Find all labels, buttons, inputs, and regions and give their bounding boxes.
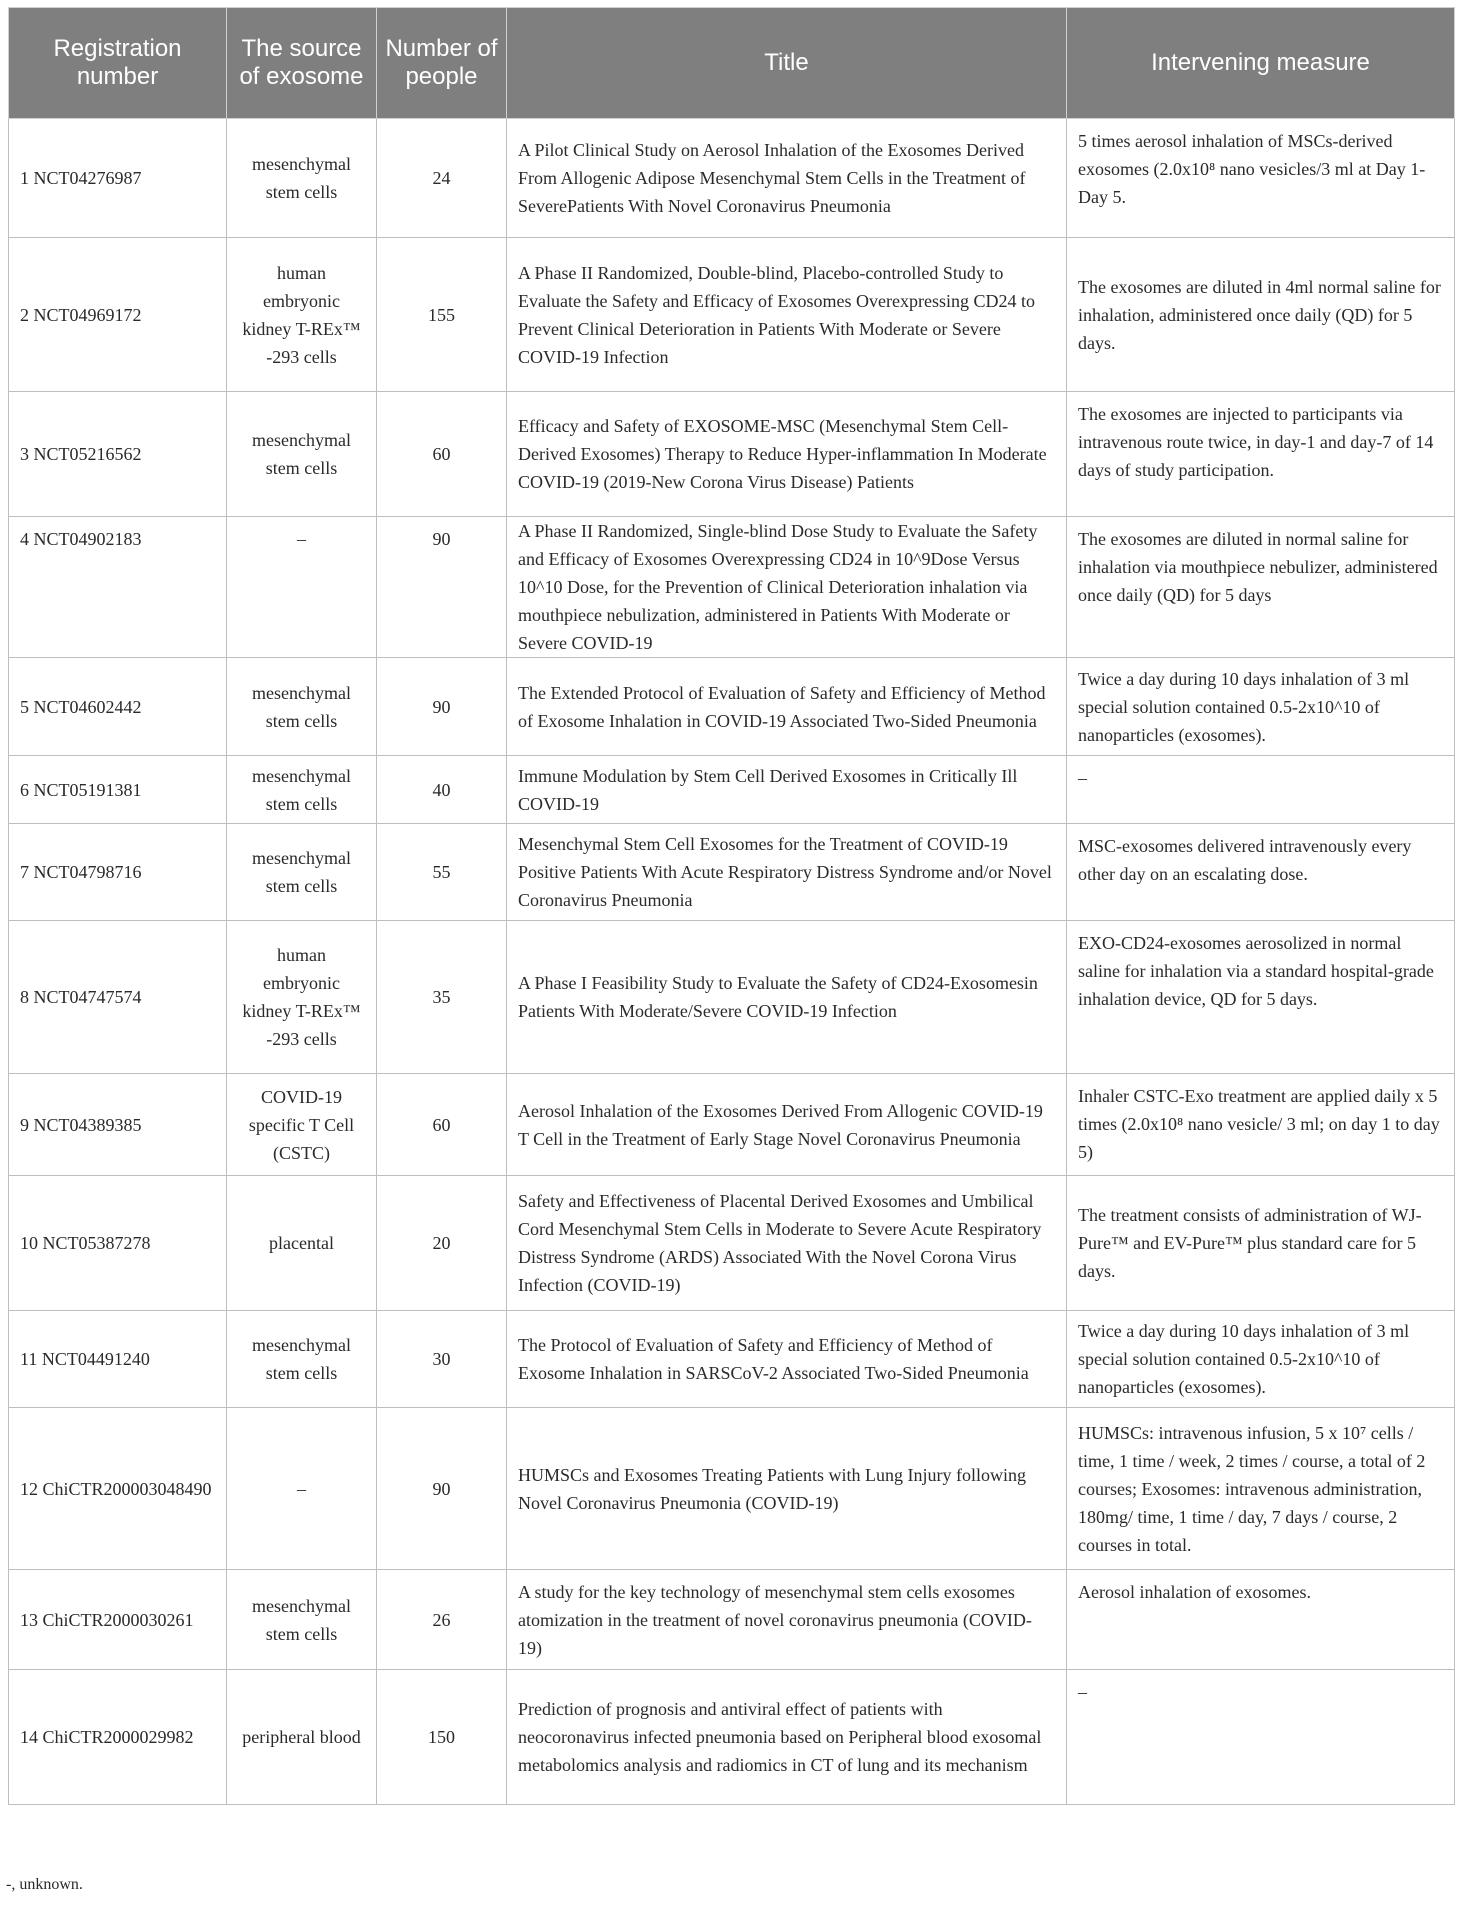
table-row: [9, 392, 1455, 517]
registration-cell: 8 NCT04747574: [9, 921, 227, 1074]
people-cell: 20: [377, 1176, 507, 1311]
source-cell: mesenchymal stem cells: [227, 756, 377, 824]
header-row: [9, 8, 1455, 119]
registration-cell: 14 ChiCTR2000029982: [9, 1670, 227, 1805]
people-cell: 90: [377, 517, 507, 658]
registration-cell: 10 NCT05387278: [9, 1176, 227, 1311]
people-cell: 26: [377, 1570, 507, 1670]
title-cell: A Phase II Randomized, Single-blind Dose Study to Evaluate the Safety and Efficacy of Exosomes Overexpressing CD24 in 10^9Dose Versus 10^10 Dose, for the Prevention of Clinical Deterioration inhalation via mouthpiece nebulization, administered in Patients With Moderate or Severe COVID-19: [507, 517, 1067, 658]
title-cell: HUMSCs and Exosomes Treating Patients with Lung Injury following Novel Coronavirus Pneumonia (COVID-19): [507, 1408, 1067, 1570]
registration-cell: 6 NCT05191381: [9, 756, 227, 824]
title-cell: Efficacy and Safety of EXOSOME-MSC (Mesenchymal Stem Cell-Derived Exosomes) Therapy to Reduce Hyper-inflammation In Moderate COVID-19 (2019-New Corona Virus Disease) Patients: [507, 392, 1067, 517]
title-cell: The Extended Protocol of Evaluation of Safety and Efficiency of Method of Exosome Inhalation in COVID-19 Associated Two-Sided Pneumonia: [507, 658, 1067, 756]
measure-cell: The exosomes are diluted in normal saline for inhalation via mouthpiece nebulizer, administered once daily (QD) for 5 days: [1067, 517, 1455, 658]
measure-cell: 5 times aerosol inhalation of MSCs-derived exosomes (2.0x10⁸ nano vesicles/3 ml at Day 1- Day 5.: [1067, 119, 1455, 238]
header-registration-number: Registration number: [9, 8, 227, 119]
source-cell: peripheral blood: [227, 1670, 377, 1805]
registration-cell: 12 ChiCTR200003048490: [9, 1408, 227, 1570]
people-cell: 150: [377, 1670, 507, 1805]
measure-cell: –: [1067, 1670, 1455, 1805]
people-cell: 90: [377, 658, 507, 756]
table-row: [9, 1311, 1455, 1408]
table-row: [9, 1670, 1455, 1805]
source-cell: human embryonic kidney T-REx™ -293 cells: [227, 238, 377, 392]
registration-cell: 13 ChiCTR2000030261: [9, 1570, 227, 1670]
title-cell: Mesenchymal Stem Cell Exosomes for the Treatment of COVID-19 Positive Patients With Acute Respiratory Distress Syndrome and/or Novel Coronavirus Pneumonia: [507, 824, 1067, 921]
measure-cell: –: [1067, 756, 1455, 824]
title-cell: The Protocol of Evaluation of Safety and Efficiency of Method of Exosome Inhalation in SARSCoV-2 Associated Two-Sided Pneumonia: [507, 1311, 1067, 1408]
title-cell: Safety and Effectiveness of Placental Derived Exosomes and Umbilical Cord Mesenchymal Stem Cells in Moderate to Severe Acute Respiratory Distress Syndrome (ARDS) Associated With the Novel Corona Virus Infection (COVID-19): [507, 1176, 1067, 1311]
people-cell: 55: [377, 824, 507, 921]
source-cell: placental: [227, 1176, 377, 1311]
registration-cell: 5 NCT04602442: [9, 658, 227, 756]
people-cell: 24: [377, 119, 507, 238]
title-cell: A Phase I Feasibility Study to Evaluate the Safety of CD24-Exosomesin Patients With Moderate/Severe COVID-19 Infection: [507, 921, 1067, 1074]
source-cell: COVID-19 specific T Cell (CSTC): [227, 1074, 377, 1176]
title-cell: Prediction of prognosis and antiviral effect of patients with neocoronavirus infected pneumonia based on Peripheral blood exosomal metabolomics analysis and radiomics in CT of lung and its mechanism: [507, 1670, 1067, 1805]
trials-table: [8, 7, 1455, 1805]
table-row: [9, 824, 1455, 921]
footnote: -, unknown.: [6, 1876, 83, 1893]
people-cell: 30: [377, 1311, 507, 1408]
source-cell: mesenchymal stem cells: [227, 119, 377, 238]
source-cell: mesenchymal stem cells: [227, 824, 377, 921]
people-cell: 40: [377, 756, 507, 824]
title-cell: A study for the key technology of mesenchymal stem cells exosomes atomization in the treatment of novel coronavirus pneumonia (COVID-19): [507, 1570, 1067, 1670]
table-row: [9, 756, 1455, 824]
people-cell: 90: [377, 1408, 507, 1570]
table-row: [9, 119, 1455, 238]
table-row: [9, 921, 1455, 1074]
measure-cell: EXO-CD24-exosomes aerosolized in normal saline for inhalation via a standard hospital-grade inhalation device, QD for 5 days.: [1067, 921, 1455, 1074]
header-intervening-measure: Intervening measure: [1067, 8, 1455, 119]
people-cell: 60: [377, 1074, 507, 1176]
source-cell: mesenchymal stem cells: [227, 1311, 377, 1408]
measure-cell: MSC-exosomes delivered intravenously every other day on an escalating dose.: [1067, 824, 1455, 921]
title-cell: A Phase II Randomized, Double-blind, Placebo-controlled Study to Evaluate the Safety and Efficacy of Exosomes Overexpressing CD24 to Prevent Clinical Deterioration in Patients With Moderate or Severe COVID-19 Infection: [507, 238, 1067, 392]
registration-cell: 1 NCT04276987: [9, 119, 227, 238]
measure-cell: Inhaler CSTC-Exo treatment are applied daily x 5 times (2.0x10⁸ nano vesicle/ 3 ml; on day 1 to day 5): [1067, 1074, 1455, 1176]
measure-cell: The exosomes are diluted in 4ml normal saline for inhalation, administered once daily (QD) for 5 days.: [1067, 238, 1455, 392]
table-row: [9, 1074, 1455, 1176]
measure-cell: Aerosol inhalation of exosomes.: [1067, 1570, 1455, 1670]
source-cell: human embryonic kidney T-REx™ -293 cells: [227, 921, 377, 1074]
people-cell: 155: [377, 238, 507, 392]
measure-cell: Twice a day during 10 days inhalation of 3 ml special solution contained 0.5-2x10^10 of nanoparticles (exosomes).: [1067, 658, 1455, 756]
people-cell: 60: [377, 392, 507, 517]
measure-cell: HUMSCs: intravenous infusion, 5 x 10⁷ cells / time, 1 time / week, 2 times / course, a total of 2 courses; Exosomes: intravenous administration, 180mg/ time, 1 time / day, 7 days / course, 2 courses in total.: [1067, 1408, 1455, 1570]
measure-cell: Twice a day during 10 days inhalation of 3 ml special solution contained 0.5-2x10^10 of nanoparticles (exosomes).: [1067, 1311, 1455, 1408]
registration-cell: 9 NCT04389385: [9, 1074, 227, 1176]
header-source-of-exosome: The source of exosome: [227, 8, 377, 119]
title-cell: Aerosol Inhalation of the Exosomes Derived From Allogenic COVID-19 T Cell in the Treatment of Early Stage Novel Coronavirus Pneumonia: [507, 1074, 1067, 1176]
registration-cell: 3 NCT05216562: [9, 392, 227, 517]
title-cell: A Pilot Clinical Study on Aerosol Inhalation of the Exosomes Derived From Allogenic Adipose Mesenchymal Stem Cells in the Treatment of SeverePatients With Novel Coronavirus Pneumonia: [507, 119, 1067, 238]
title-cell: Immune Modulation by Stem Cell Derived Exosomes in Critically Ill COVID-19: [507, 756, 1067, 824]
source-cell: mesenchymal stem cells: [227, 1570, 377, 1670]
table-row: [9, 238, 1455, 392]
people-cell: 35: [377, 921, 507, 1074]
source-cell: –: [227, 517, 377, 658]
source-cell: mesenchymal stem cells: [227, 658, 377, 756]
header-title: Title: [507, 8, 1067, 119]
registration-cell: 7 NCT04798716: [9, 824, 227, 921]
source-cell: –: [227, 1408, 377, 1570]
table-row: [9, 658, 1455, 756]
registration-cell: 4 NCT04902183: [9, 517, 227, 658]
header-number-of-people: Number of people: [377, 8, 507, 119]
table-row: [9, 1570, 1455, 1670]
measure-cell: The exosomes are injected to participants via intravenous route twice, in day-1 and day-7 of 14 days of study participation.: [1067, 392, 1455, 517]
table-row: [9, 1408, 1455, 1570]
registration-cell: 2 NCT04969172: [9, 238, 227, 392]
trials-table-container: [8, 7, 1454, 1805]
registration-cell: 11 NCT04491240: [9, 1311, 227, 1408]
table-row: [9, 517, 1455, 658]
measure-cell: The treatment consists of administration of WJ-Pure™ and EV-Pure™ plus standard care for 5 days.: [1067, 1176, 1455, 1311]
source-cell: mesenchymal stem cells: [227, 392, 377, 517]
table-row: [9, 1176, 1455, 1311]
